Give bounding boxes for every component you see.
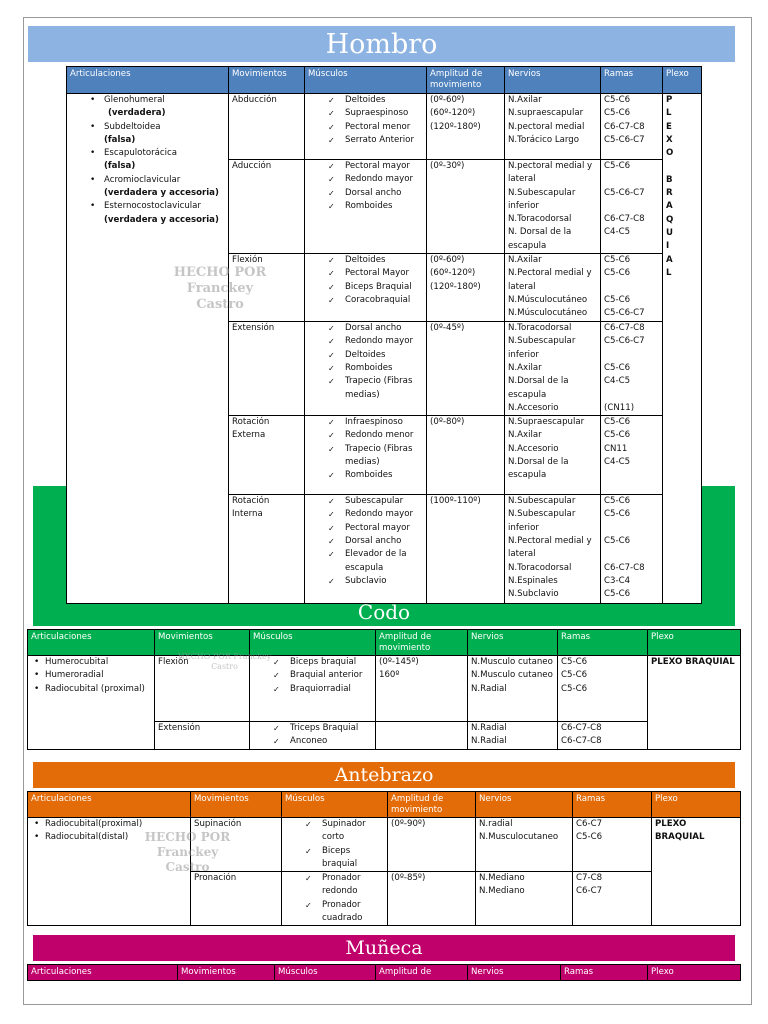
nervios-cell [505, 416, 601, 495]
muneca-title: Muñeca [345, 937, 423, 959]
nervios-cell [468, 722, 558, 750]
nervios-cell [468, 656, 558, 722]
hombro-header-row [67, 67, 702, 94]
list-item: • Radiocubital(proximal) [31, 818, 187, 831]
rama-value: (CN11) [604, 402, 635, 413]
nervio-value: N.Músculocutáneo [508, 294, 588, 305]
amplitud-cell [427, 495, 505, 604]
col-header: Amplitud de movimiento [376, 630, 468, 656]
nervio-value: N.Axilar [508, 95, 542, 105]
rama-value: C5-C6 [604, 417, 631, 428]
watermark-line1: HECHO POR [173, 265, 267, 280]
nervio-value: N.Toracodorsal [508, 323, 572, 334]
list-item: • Humerocubital [31, 656, 151, 669]
codo-header-row [28, 630, 741, 656]
rama-value: C5-C6-C7 [604, 187, 645, 198]
plexo-letter: A [666, 254, 673, 265]
ramas-cell [573, 872, 652, 926]
col-header: Movimientos [155, 630, 250, 656]
musculos-cell [305, 254, 427, 322]
articulaciones-cell [28, 818, 191, 926]
muscle-list [308, 94, 423, 147]
plexo-letter: B [666, 174, 673, 185]
nervio-value: N.Dorsal de la escapula [508, 376, 569, 400]
hombro-banner [28, 26, 735, 62]
col-header: Amplitud de [376, 965, 468, 981]
codo-banner [33, 598, 735, 626]
movimiento-cell: Supinación [191, 818, 282, 872]
rama-value: C5-C6 [604, 294, 631, 305]
rama-value: C5-C6 [604, 496, 631, 507]
muscle-item: ✓ Redondo mayor [308, 508, 423, 521]
table-row [28, 818, 741, 872]
list-item [70, 147, 225, 174]
nervios-cell [505, 160, 601, 254]
articulaciones-list [70, 94, 225, 227]
ramas-cell [558, 722, 648, 750]
musculos-cell [250, 722, 376, 750]
nervio-value: N.Radial [471, 683, 507, 694]
rama-value [604, 200, 659, 213]
nervio-value: N.Axilar [508, 255, 542, 266]
muscle-item: ✓ Trapecio (Fibras medias) [308, 443, 423, 470]
movimiento-cell: Rotación Interna [229, 495, 305, 604]
amplitud-cell [388, 818, 476, 872]
muneca-table [27, 964, 741, 981]
muscle-item: ✓ Pectoral menor [308, 121, 423, 134]
articulaciones-cell [67, 94, 229, 604]
rama-value: C5-C6 [604, 255, 631, 266]
col-header: Nervios [468, 630, 558, 656]
plexo-cell: PLEXO BRAQUIAL [652, 818, 741, 926]
nervio-value: N.Pectoral medial y lateral [508, 268, 592, 292]
muscle-list [308, 495, 423, 588]
nervio-value: N.Subescapular inferior [508, 336, 576, 360]
col-header: Amplitud de movimiento [427, 67, 505, 94]
col-header: Ramas [561, 965, 648, 981]
rama-value: C5-C6 [604, 161, 631, 171]
plexo-letter: P [666, 95, 673, 105]
ramas-cell [601, 160, 663, 254]
muneca-banner [33, 935, 735, 961]
muscle-list [253, 722, 372, 749]
rama-value: C7-C8 [576, 873, 603, 884]
amplitud-value: (120º-180º) [430, 121, 481, 132]
rama-value: C6-C7-C8 [604, 323, 645, 334]
ramas-cell [601, 495, 663, 604]
nervio-value: N.Toracodorsal [508, 214, 572, 225]
muscle-item: ✓ Pronador redondo [285, 872, 384, 899]
antebrazo-title: Antebrazo [334, 764, 434, 786]
amplitud-cell [427, 322, 505, 416]
rama-value: C6-C7-C8 [604, 121, 645, 132]
col-header: Articulaciones [28, 630, 155, 656]
articulacion-type: (verdadera y accesoria) [104, 188, 219, 199]
col-header: Músculos [305, 67, 427, 94]
ramas-cell [601, 416, 663, 495]
amplitud-value: (100º-110º) [430, 496, 481, 507]
amplitud-value: (60º-120º) [430, 268, 476, 279]
amplitud-value: (0º-80º) [430, 417, 465, 428]
col-header: Nervios [505, 67, 601, 94]
nervios-cell [505, 94, 601, 160]
nervios-cell [476, 818, 573, 872]
rama-value: C5-C6 [561, 657, 588, 667]
plexo-cell [663, 94, 702, 604]
movimiento-cell: Extensión [229, 322, 305, 416]
nervio-value: N.Musculo cutaneo [471, 670, 553, 681]
rama-value: C6-C7-C8 [604, 562, 645, 573]
articulacion-name: Esternocostoclavicular [104, 201, 201, 212]
rama-value [604, 173, 659, 186]
muscle-item: ✓ Pronador cuadrado [285, 899, 384, 926]
muscle-item: ✓ Deltoides [308, 349, 423, 362]
plexo-letter: E [666, 121, 672, 132]
amplitud-cell [427, 94, 505, 160]
nervio-value: N.Subescapular [508, 496, 576, 507]
rama-value: C5-C6 [604, 430, 631, 441]
nervio-value: N.Subescapular inferior [508, 187, 576, 211]
rama-value: C5-C6 [604, 589, 631, 600]
muscle-item: ✓ Anconeo [253, 735, 372, 748]
muscle-item: ✓ Deltoides [308, 94, 423, 107]
movimiento-cell: Flexión [155, 656, 250, 722]
plexo-letter: I [666, 241, 670, 252]
rama-value: C5-C6 [604, 95, 631, 105]
col-header: Músculos [250, 630, 376, 656]
nervio-value: N.Radial [471, 736, 507, 747]
musculos-cell [305, 495, 427, 604]
muscle-item: ✓ Elevador de la escapula [308, 548, 423, 575]
watermark-small-text: HECHO POR Franckey Castro [177, 652, 272, 671]
plexo-letter: A [666, 201, 673, 212]
amplitud-cell [376, 722, 468, 750]
nervio-value: N.Subescapular inferior [508, 509, 576, 533]
col-header: Articulaciones [28, 965, 178, 981]
list-item [70, 94, 225, 121]
articulaciones-cell [28, 656, 155, 750]
plexo-letter: U [666, 227, 673, 238]
col-header: Plexo [648, 630, 741, 656]
col-header: Articulaciones [28, 792, 191, 818]
rama-value: C5-C6 [561, 683, 588, 694]
plexo-letter: R [666, 188, 673, 199]
plexo-cell: PLEXO BRAQUIAL [648, 656, 741, 750]
amplitud-value: 160º [379, 670, 400, 681]
muscle-item: ✓ Dorsal ancho [308, 187, 423, 200]
articulacion-type: (verdadera) [108, 108, 166, 119]
amplitud-value: (60º-120º) [430, 108, 476, 119]
rama-value [604, 522, 659, 535]
ramas-cell [573, 818, 652, 872]
antebrazo-banner [33, 762, 735, 788]
list-item [70, 174, 225, 201]
codo-table [27, 629, 741, 750]
table-row [28, 656, 741, 722]
articulacion-type: (falsa) [104, 161, 136, 172]
rama-value: C5-C6-C7 [604, 134, 645, 145]
muscle-item: ✓ Redondo mayor [308, 335, 423, 348]
musculos-cell [305, 416, 427, 495]
muscle-item: ✓ Subclavio [308, 575, 423, 588]
col-header: Ramas [573, 792, 652, 818]
rama-value [604, 281, 659, 294]
amplitud-value: (120º-180º) [430, 281, 481, 292]
muscle-item: ✓ Redondo mayor [308, 173, 423, 186]
muscle-list [308, 416, 423, 482]
col-header: Movimientos [178, 965, 275, 981]
muscle-item: ✓ Supinador corto [285, 818, 384, 845]
amplitud-value: (0º-145º) [379, 657, 419, 667]
nervio-value: N.Supraescapular [508, 417, 585, 428]
nervios-cell [505, 322, 601, 416]
rama-value: C5-C6 [561, 670, 588, 681]
nervio-value: N.Musculocutaneo [479, 832, 559, 843]
plexo-letter: L [666, 108, 672, 119]
nervio-value: N.Espinales [508, 575, 558, 586]
col-header: Plexo [663, 67, 702, 94]
muscle-item: ✓ Serrato Anterior [308, 134, 423, 147]
col-header: Articulaciones [67, 67, 229, 94]
muscle-list [253, 656, 372, 696]
nervio-value: N.Accesorio [508, 443, 559, 454]
rama-value [604, 548, 659, 561]
nervio-value: N.Accesorio [508, 402, 559, 413]
watermark-line2: Franckey Castro [156, 845, 219, 874]
amplitud-value: (0º-45º) [430, 323, 465, 334]
articulaciones-list [31, 818, 187, 845]
muscle-item: ✓ Trapecio (Fibras medias) [308, 375, 423, 402]
muscle-item: ✓ Triceps Braquial [253, 722, 372, 735]
rama-value: C6-C7-C8 [604, 214, 645, 225]
amplitud-value: (0º-60º) [430, 255, 465, 266]
muscle-item: ✓ Biceps braquial [285, 845, 384, 872]
col-header: Nervios [468, 965, 561, 981]
list-item: • Humeroradial [31, 669, 151, 682]
movimiento-cell: Rotación Externa [229, 416, 305, 495]
articulacion-name: Glenohumeral [104, 95, 165, 105]
watermark-line2: Franckey Castro [186, 281, 254, 312]
rama-value: C6-C7-C8 [561, 723, 602, 733]
movimiento-cell: Pronación [191, 872, 282, 926]
ramas-cell [601, 94, 663, 160]
rama-value: C5-C6-C7 [604, 308, 645, 319]
rama-value: C6-C7-C8 [561, 736, 602, 747]
muscle-item: ✓ Pectoral mayor [308, 522, 423, 535]
nervio-value: N.Toracodorsal [508, 562, 572, 573]
muscle-item: ✓ Dorsal ancho [308, 535, 423, 548]
articulacion-name: Escapulotorácica [104, 148, 177, 159]
rama-value: C4-C5 [604, 376, 631, 387]
muscle-item: ✓ Braquiorradial [253, 683, 372, 696]
amplitud-cell [427, 416, 505, 495]
muscle-item: ✓ Coracobraquial [308, 294, 423, 307]
amplitud-value: (0º-90º) [391, 819, 426, 829]
nervio-value: N.pectoral medial [508, 121, 585, 132]
muscle-list [308, 254, 423, 307]
nervio-value: N.pectoral medial y lateral [508, 161, 593, 185]
musculos-cell [305, 94, 427, 160]
amplitud-cell [427, 254, 505, 322]
articulacion-name: Subdeltoidea [104, 121, 161, 132]
nervio-value: N.Subclavio [508, 589, 559, 600]
muneca-header-row [28, 965, 741, 981]
hombro-table [66, 66, 702, 604]
nervio-value: N.supraescapular [508, 108, 584, 119]
ramas-cell [601, 254, 663, 322]
col-header: Ramas [601, 67, 663, 94]
col-header: Ramas [558, 630, 648, 656]
col-header: Músculos [275, 965, 376, 981]
nervios-cell [505, 254, 601, 322]
amplitud-value: (0º-60º) [430, 95, 465, 105]
muscle-item: ✓ Redondo menor [308, 429, 423, 442]
rama-value: C5-C6 [604, 536, 631, 547]
muscle-item: ✓ Supraespinoso [308, 107, 423, 120]
muscle-list [285, 818, 384, 871]
movimiento-cell: Abducción [229, 94, 305, 160]
plexo-letter [666, 160, 678, 173]
musculos-cell [282, 818, 388, 872]
plexo-letter: O [666, 148, 674, 159]
amplitud-cell [388, 872, 476, 926]
muscle-item: ✓ Braquial anterior [253, 669, 372, 682]
rama-value: C6-C7 [576, 819, 603, 829]
muscle-item: ✓ Biceps Braquial [308, 281, 423, 294]
col-header: Movimientos [191, 792, 282, 818]
muscle-list [308, 322, 423, 402]
col-header: Músculos [282, 792, 388, 818]
col-header: Plexo [652, 792, 741, 818]
nervios-cell [505, 495, 601, 604]
list-item: • Radiocubital(distal) [31, 831, 187, 844]
rama-value: C5-C6 [604, 509, 631, 520]
muscle-item: ✓ Deltoides [308, 254, 423, 267]
ramas-cell [558, 656, 648, 722]
amplitud-cell [376, 656, 468, 722]
nervio-value: N. Dorsal de la escapula [508, 227, 572, 251]
amplitud-value: (0º-30º) [430, 161, 465, 171]
rama-value: C5-C6 [604, 108, 631, 119]
nervio-value: N.Músculocutáneo [508, 308, 588, 319]
muscle-item: ✓ Romboides [308, 200, 423, 213]
amplitud-value: (0º-85º) [391, 873, 426, 884]
muscle-list [285, 872, 384, 925]
muscle-item: ✓ Infraespinoso [308, 416, 423, 429]
nervios-cell [476, 872, 573, 926]
muscle-item: ✓ Dorsal ancho [308, 322, 423, 335]
musculos-cell [282, 872, 388, 926]
rama-value: C4-C5 [604, 457, 631, 468]
rama-value: C4-C5 [604, 227, 631, 238]
rama-value: C5-C6-C7 [604, 336, 645, 347]
nervio-value: N.Axilar [508, 430, 542, 441]
muscle-item: ✓ Pectoral Mayor [308, 267, 423, 280]
rama-value: C5-C6 [604, 268, 631, 279]
muscle-list [308, 160, 423, 213]
articulacion-name: Acromioclavicular [104, 174, 181, 185]
list-item [70, 200, 225, 227]
rama-value: CN11 [604, 443, 628, 454]
movimiento-cell: Aducción [229, 160, 305, 254]
plexo-letter: L [666, 267, 672, 278]
rama-value [604, 349, 659, 362]
nervio-value: N.Mediano [479, 873, 525, 884]
col-header: Plexo [648, 965, 741, 981]
col-header: Amplitud de movimiento [388, 792, 476, 818]
amplitud-cell [427, 160, 505, 254]
antebrazo-header-row [28, 792, 741, 818]
watermark-line1: HECHO POR [144, 830, 231, 844]
plexo-letter: X [666, 134, 673, 145]
table-row [67, 94, 702, 160]
rama-value: C3-C4 [604, 575, 631, 586]
nervio-value: N.Torácico Largo [508, 134, 579, 145]
rama-value: C5-C6 [576, 832, 603, 843]
nervio-value: N.Radial [471, 723, 507, 733]
movimiento-cell: Extensión [155, 722, 250, 750]
hombro-title: Hombro [325, 29, 438, 60]
muscle-item: ✓ Romboides [308, 362, 423, 375]
rama-value: C5-C6 [604, 362, 631, 373]
antebrazo-table [27, 791, 741, 926]
codo-title: Codo [357, 600, 411, 624]
muscle-item: ✓ Biceps braquial [253, 656, 372, 669]
ramas-cell [601, 322, 663, 416]
list-item [70, 121, 225, 148]
rama-value: C6-C7 [576, 886, 603, 897]
musculos-cell [305, 322, 427, 416]
muscle-item: ✓ Romboides [308, 469, 423, 482]
articulaciones-list [31, 656, 151, 696]
musculos-cell [305, 160, 427, 254]
col-header: Movimientos [229, 67, 305, 94]
list-item: • Radiocubital (proximal) [31, 683, 151, 696]
movimiento-cell: Flexión [229, 254, 305, 322]
nervio-value: N.radial [479, 819, 513, 829]
rama-value [604, 389, 659, 402]
plexo-letter: Q [666, 214, 674, 225]
nervio-value: N.Pectoral medial y lateral [508, 536, 592, 560]
musculos-cell [250, 656, 376, 722]
articulacion-type: (falsa) [104, 134, 136, 145]
muscle-item: ✓ Subescapular [308, 495, 423, 508]
nervio-value: N.Mediano [479, 886, 525, 897]
muscle-item: ✓ Pectoral mayor [308, 160, 423, 173]
articulacion-type: (verdadera y accesoria) [104, 214, 219, 225]
nervio-value: N.Axilar [508, 362, 542, 373]
nervio-value: N.Musculo cutaneo [471, 657, 553, 667]
nervio-value: N.Dorsal de la escapula [508, 457, 569, 481]
col-header: Nervios [476, 792, 573, 818]
